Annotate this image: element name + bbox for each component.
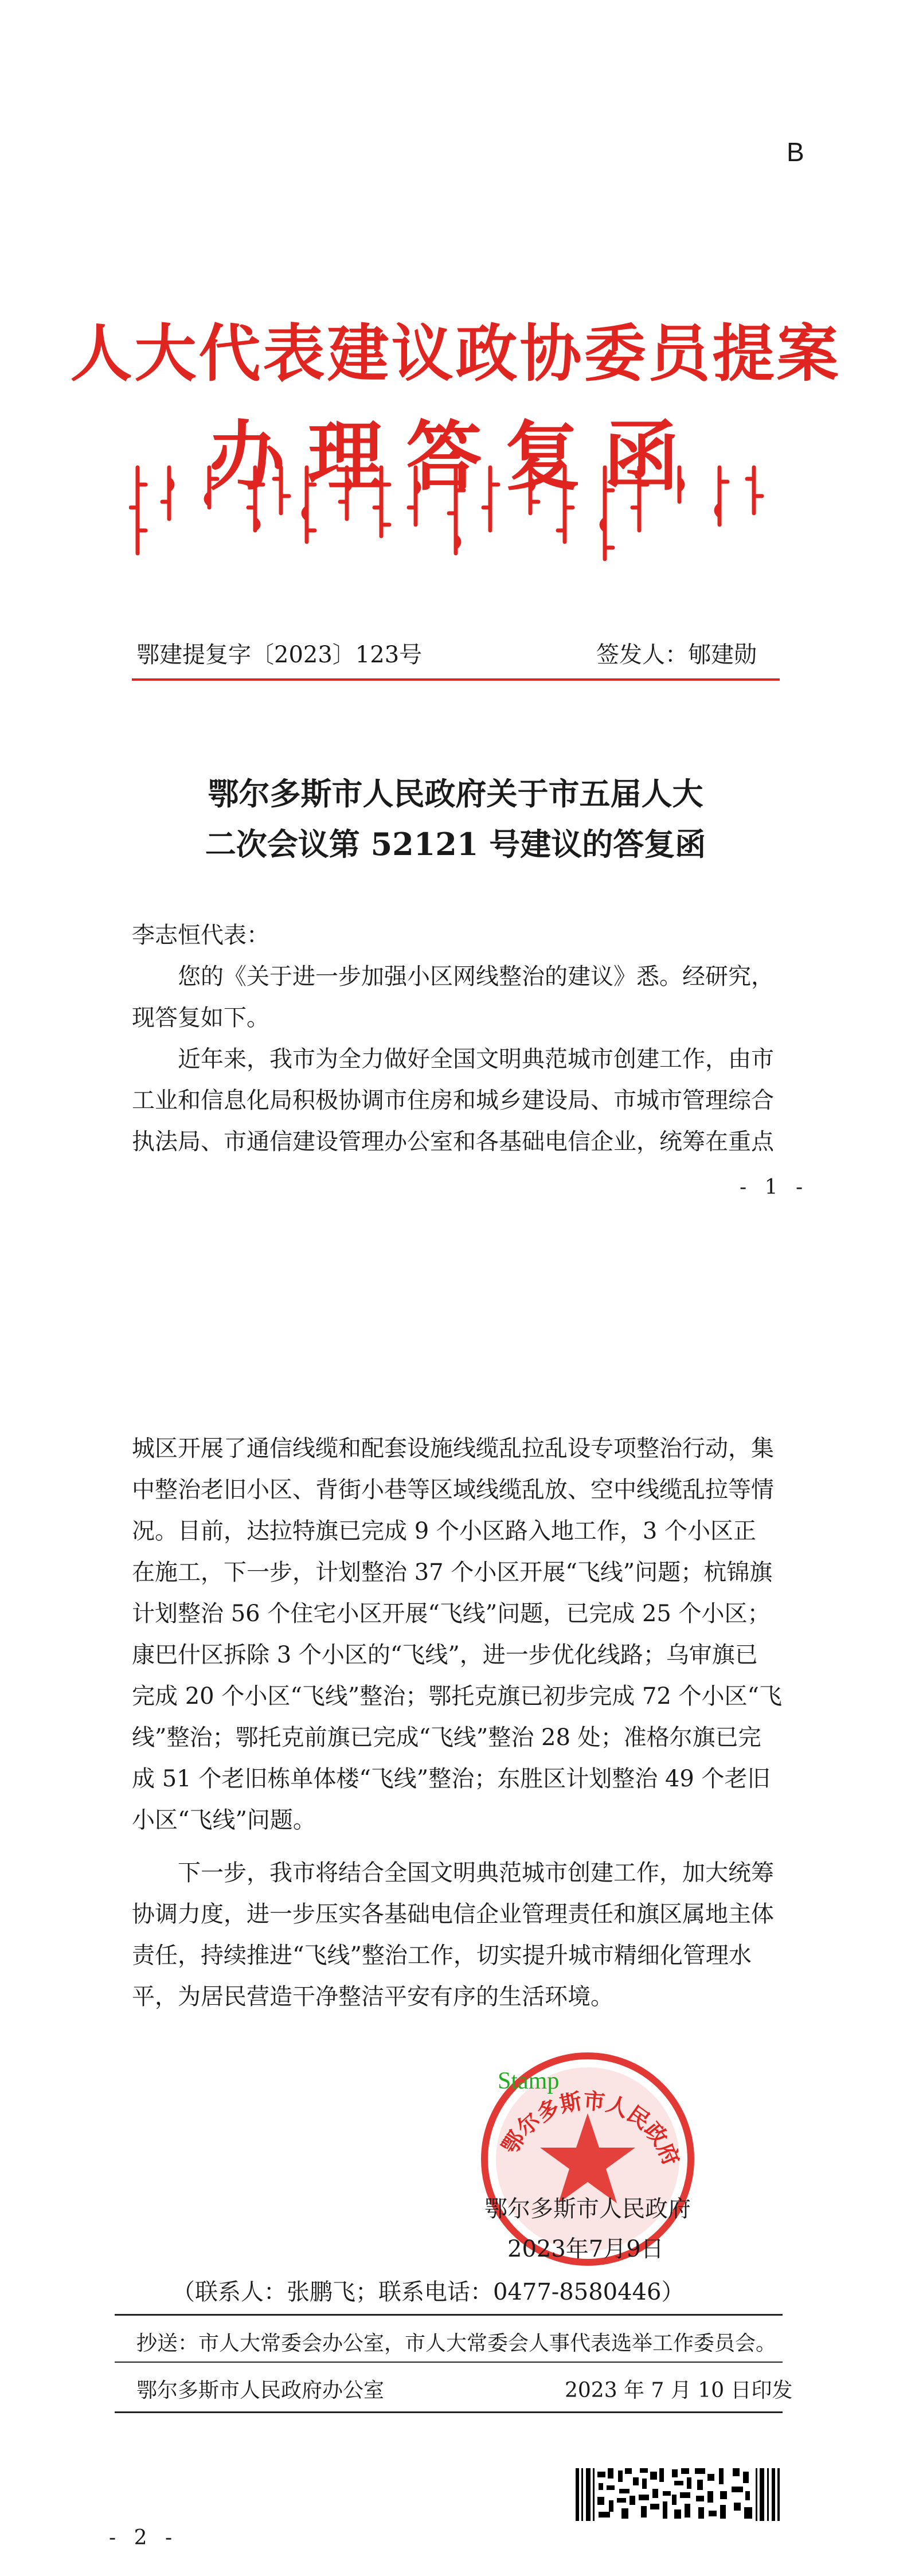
- seal-text: 鄂尔多斯市人民政府: [496, 2087, 685, 2169]
- paragraph-line: 计划整治 56 个住宅小区开展“飞线”问题，已完成 25 个小区；: [132, 1601, 771, 1627]
- cc-line: 抄送：市人大常委会办公室，市人大常委会人事代表选举工作委员会。: [136, 2332, 777, 2355]
- paragraph-line: 在施工，下一步，计划整治 37 个小区开展“飞线”问题；杭锦旗: [132, 1559, 773, 1586]
- paragraph-line: 现答复如下。: [132, 1005, 269, 1031]
- paragraph-line: 康巴什区拆除 3 个小区的“飞线”，进一步优化线路；乌审旗已: [132, 1642, 758, 1668]
- contact-info: （联系人：张鹏飞；联系电话：0477-8580446）: [172, 2279, 685, 2305]
- print-date: 2023 年 7 月 10 日印发: [565, 2379, 793, 2402]
- footer-rule-bottom: [115, 2411, 783, 2413]
- footer-rule-top: [115, 2314, 783, 2316]
- page-number: - 1 -: [740, 1176, 809, 1199]
- paragraph-line: 小区“飞线”问题。: [132, 1807, 316, 1833]
- paragraph-line: 线”整治；鄂托克前旗已完成“飞线”整治 28 处；准格尔旗已完: [132, 1724, 761, 1751]
- paragraph-line: 下一步，我市将结合全国文明典范城市创建工作，加大统筹: [178, 1860, 774, 1886]
- signer: 签发人：郇建勋: [596, 642, 757, 668]
- page-number: - 2 -: [109, 2526, 178, 2550]
- paragraph-line: 成 51 个老旧栋单体楼“飞线”整治；东胜区计划整治 49 个老旧: [132, 1766, 771, 1792]
- paragraph-line: 协调力度，进一步压实各基础电信企业管理责任和旗区属地主体: [132, 1901, 774, 1927]
- doc-number: 鄂建提复字〔2023〕123号: [136, 642, 423, 668]
- paragraph-line: 况。目前，达拉特旗已完成 9 个小区路入地工作，3 个小区正: [132, 1518, 757, 1544]
- corner-mark: B: [787, 137, 804, 167]
- paragraph-line: 您的《关于进一步加强小区网线整治的建议》悉。经研究，: [178, 963, 774, 990]
- header-rule: [132, 678, 780, 681]
- salutation: 李志恒代表：: [132, 922, 269, 949]
- signature-date: 2023年7月9日: [507, 2236, 664, 2262]
- stamp-label: Stamp: [498, 2068, 560, 2094]
- paragraph-line: 工业和信息化局积极协调市住房和城乡建设局、市城市管理综合: [132, 1087, 774, 1114]
- barcode-graphic: [573, 2466, 783, 2523]
- paragraph-line: 平，为居民营造干净整洁平安有序的生活环境。: [132, 1984, 613, 2010]
- paragraph-line: 完成 20 个小区“飞线”整治；鄂托克旗已初步完成 72 个小区“飞: [132, 1683, 783, 1709]
- footer-rule-mid: [115, 2362, 783, 2363]
- paragraph-line: 执法局、市通信建设管理办公室和各基础电信企业，统筹在重点: [132, 1129, 774, 1155]
- document-title-line1: 鄂尔多斯市人民政府关于市五届人大: [208, 775, 703, 812]
- document-title-line2: 二次会议第 52121 号建议的答复函: [205, 826, 706, 862]
- paragraph-line: 近年来，我市为全力做好全国文明典范城市创建工作，由市: [178, 1046, 774, 1072]
- header-title-line1: 人大代表建议政协委员提案: [70, 318, 841, 390]
- mongolian-script-graphic: [129, 462, 783, 576]
- paragraph-line: 责任，持续推进“飞线”整治工作，切实提升城市精细化管理水: [132, 1942, 752, 1969]
- header-title-line2: 办理答复函: [209, 412, 702, 501]
- issuer: 鄂尔多斯市人民政府办公室: [136, 2379, 385, 2402]
- paragraph-line: 城区开展了通信线缆和配套设施线缆乱拉乱设专项整治行动，集: [132, 1435, 774, 1462]
- signature-org: 鄂尔多斯市人民政府: [484, 2196, 691, 2222]
- paragraph-line: 中整治老旧小区、背街小巷等区域线缆乱放、空中线缆乱拉等情: [132, 1477, 774, 1503]
